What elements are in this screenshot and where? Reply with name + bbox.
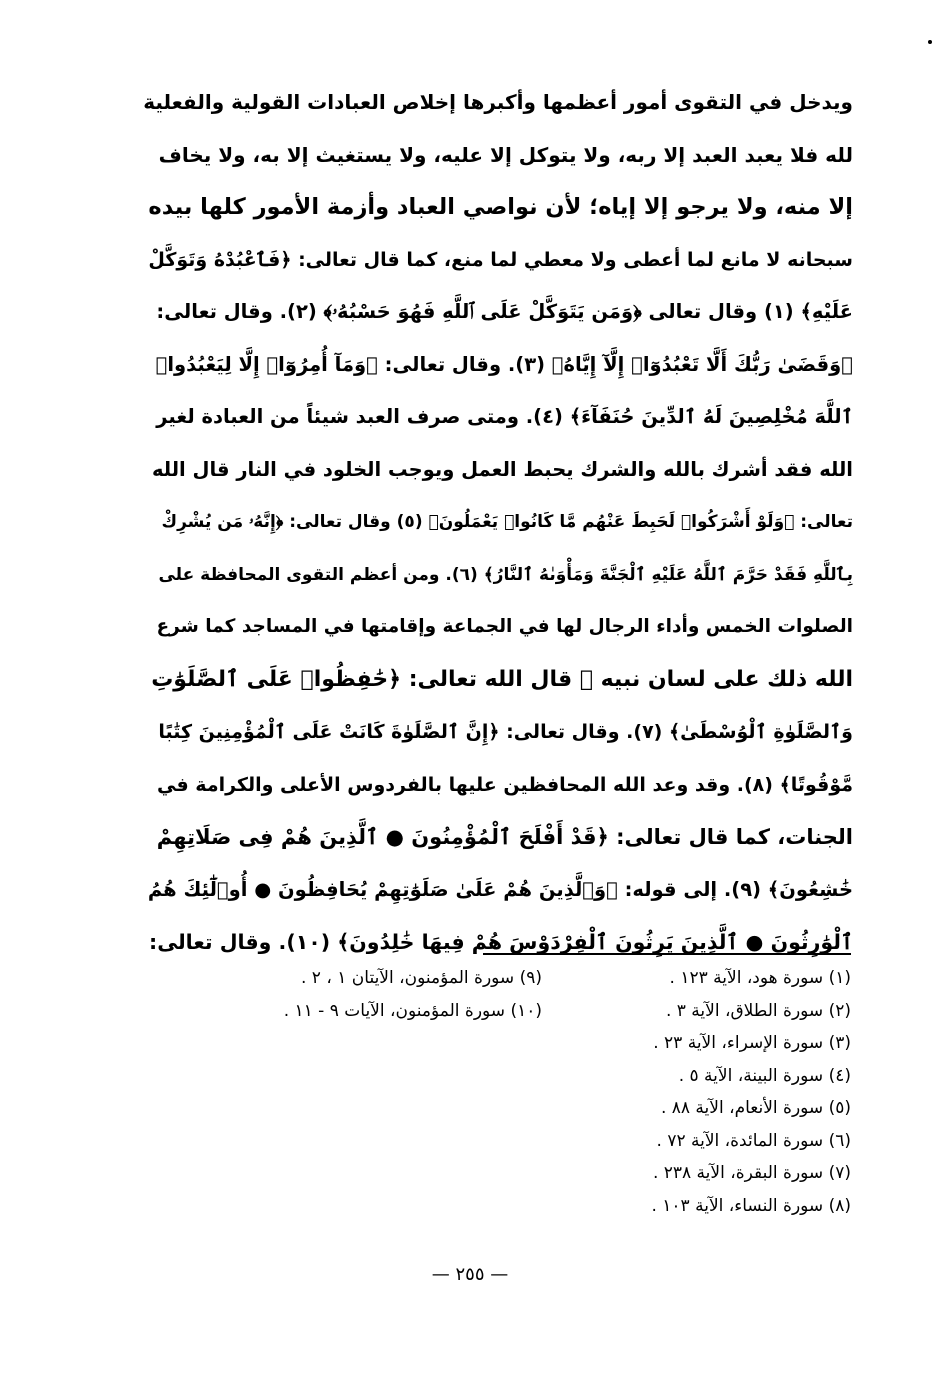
body-line: ٱللَّهَ مُخْلِصِينَ لَهُ ٱلدِّينَ حُنَفَآءَ﴾ (٤). ومتى صرف العبد شيئاً من العبادة لغير bbox=[156, 405, 853, 428]
body-line: عَلَيْهِ﴾ (١) وقال تعالى ﴿وَمَن يَتَوَكَّلْ عَلَى ٱللَّهِ فَهُوَ حَسْبُهُۥ﴾ (٢). وقال تعالى: bbox=[156, 300, 853, 323]
footnote: (٩) سورة المؤمنون، الآيتان ١ ، ٢ . bbox=[300, 968, 542, 988]
footnote: (٢) سورة الطلاق، الآية ٣ . bbox=[665, 1000, 851, 1021]
footnote: (٣) سورة الإسراء، الآية ٢٣ . bbox=[653, 1033, 851, 1053]
footnote: (٥) سورة الأنعام، الآية ٨٨ . bbox=[660, 1098, 851, 1118]
body-line: سبحانه لا مانع لما أعطى ولا معطي لما منع، كما قال تعالى: ﴿فَٱعْبُدْهُ وَتَوَكَّلْ bbox=[148, 248, 853, 271]
body-line: ويدخل في التقوى أمور أعظمها وأكبرها إخلاص العبادات القولية والفعلية bbox=[143, 90, 853, 114]
body-line: الصلوات الخمس وأداء الرجال لها في الجماعة وإقامتها في المساجد كما شرع bbox=[156, 616, 853, 637]
body-line: وَٱلصَّلَوٰةِ ٱلْوُسْطَىٰ﴾ (٧). وقال تعالى: ﴿إِنَّ ٱلصَّلَوٰةَ كَانَتْ عَلَى ٱلْمُؤْمِنِينَ كِتَٰبًا bbox=[158, 721, 853, 743]
footnote: (١٠) سورة المؤمنون، الآيات ٩ - ١١ . bbox=[283, 1000, 542, 1021]
body-line: تعالى: ﴿وَلَوْ أَشْرَكُوا۟ لَحَبِطَ عَنْهُم مَّا كَانُوا۟ يَعْمَلُونَ﴾ (٥) وقال تعالى: ﴿إِنَّهُۥ مَن يُشْرِكْ bbox=[161, 512, 853, 532]
body-line: لله فلا يعبد العبد إلا ربه، ولا يتوكل إلا عليه، ولا يستغيث إلا به، ولا يخاف bbox=[158, 142, 853, 167]
footnote-divider bbox=[483, 953, 851, 955]
body-line: ﴿وَقَضَىٰ رَبُّكَ أَلَّا تَعْبُدُوٓا۟ إِلَّآ إِيَّاهُ﴾ (٣). وقال تعالى: ﴿وَمَآ أُمِرُوٓا۟ إِلَّا لِيَعْبُدُوا۟ bbox=[155, 352, 853, 376]
footnote: (١) سورة هود، الآية ١٢٣ . bbox=[669, 968, 851, 988]
body-line: ٱلْوَٰرِثُونَ ● ٱلَّذِينَ يَرِثُونَ ٱلْفِرْدَوْسَ هُمْ فِيهَا خَٰلِدُونَ﴾ (١٠). وقال تعالى: bbox=[149, 930, 853, 954]
footnote: (٤) سورة البينة، الآية ٥ . bbox=[678, 1065, 851, 1086]
corner-speck bbox=[928, 40, 932, 44]
page-number: — ٢٥٥ — bbox=[431, 1264, 509, 1285]
body-line: الله ذلك على لسان نبيه ﷺ قال الله تعالى: ﴿حَٰفِظُوا۟ عَلَى ٱلصَّلَوَٰتِ bbox=[151, 666, 853, 692]
footnotes-left-column bbox=[262, 962, 542, 1027]
body-line: مَّوْقُوتًا﴾ (٨). وقد وعد الله المحافظين عليها بالفردوس الأعلى والكرامة في bbox=[157, 773, 853, 796]
body-line: إلا منه، ولا يرجو إلا إياه؛ لأن نواصي العباد وأزمة الأمور كلها بيده bbox=[148, 194, 853, 220]
main-text-body bbox=[143, 76, 853, 969]
footnotes-right-column bbox=[551, 962, 851, 1222]
footnote: (٨) سورة النساء، الآية ١٠٣ . bbox=[651, 1195, 851, 1216]
body-line: خَٰشِعُونَ﴾ (٩). إلى قوله: ﴿وَٱلَّذِينَ هُمْ عَلَىٰ صَلَوَٰتِهِمْ يُحَافِظُونَ ● أُو۟لَٰٓئِكَ هُمُ bbox=[147, 877, 853, 901]
body-line: الجنات، كما قال تعالى: ﴿قَدْ أَفْلَحَ ٱلْمُؤْمِنُونَ ● ٱلَّذِينَ هُمْ فِى صَلَاتِهِمْ bbox=[156, 825, 853, 849]
body-line: بِٱللَّهِ فَقَدْ حَرَّمَ ٱللَّهُ عَلَيْهِ ٱلْجَنَّةَ وَمَأْوَىٰهُ ٱلنَّارُ﴾ (٦). ومن أعظم التقوى المحافظة على bbox=[158, 564, 853, 585]
footnote: (٧) سورة البقرة، الآية ٢٣٨ . bbox=[652, 1163, 851, 1183]
body-line: الله فقد أشرك بالله والشرك يحبط العمل ويوجب الخلود في النار قال الله bbox=[151, 457, 853, 481]
footnote: (٦) سورة المائدة، الآية ٧٢ . bbox=[656, 1130, 851, 1151]
